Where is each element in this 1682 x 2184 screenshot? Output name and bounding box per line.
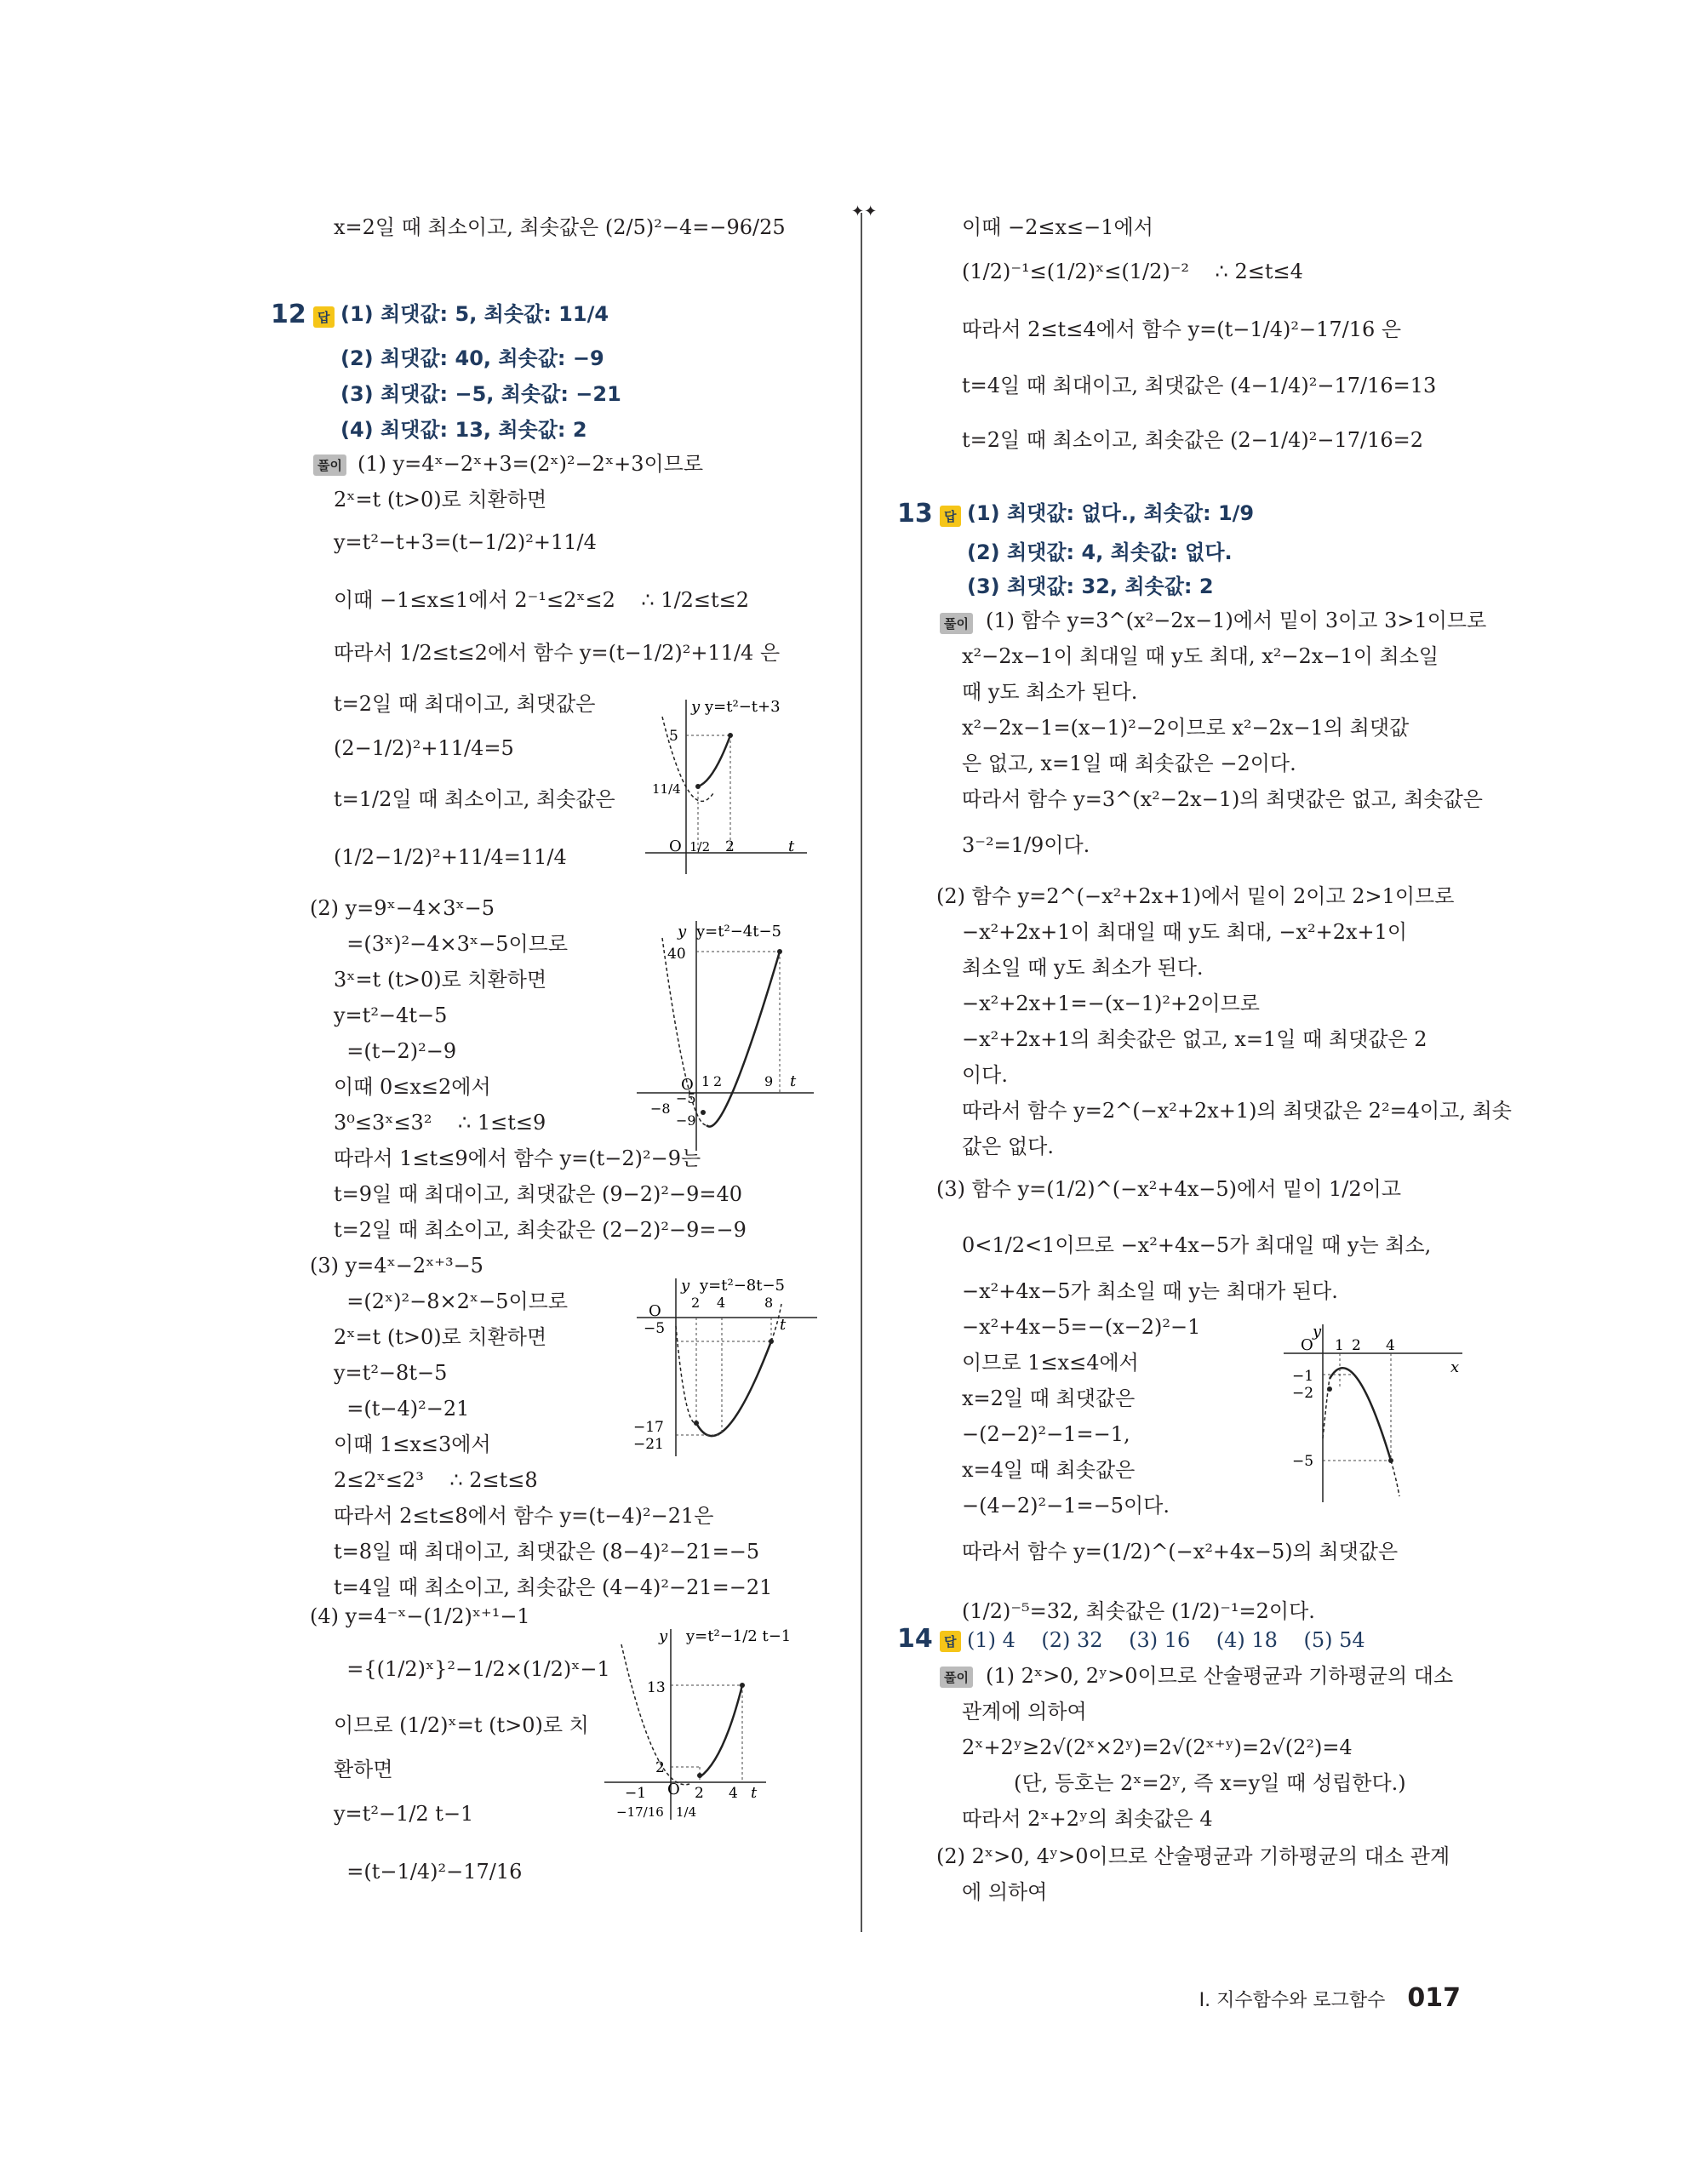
p12-sol1-line: (1/2−1/2)²+11/4=11/4 (334, 845, 567, 869)
p12-sol1-line: (2−1/2)²+11/4=5 (334, 736, 514, 760)
p12-sol4-line: 환하면 (334, 1758, 393, 1781)
p13-sol3-line: −x²+4x−5=−(x−2)²−1 (962, 1315, 1201, 1339)
solution-badge: 풀이 (940, 1667, 973, 1688)
p12-sol2-line: 이때 0≤x≤2에서 (334, 1075, 491, 1099)
g2-xlabel: 1 (701, 1073, 711, 1089)
p12-sol4-line: (4) y=4⁻ˣ−(1/2)ˣ⁺¹−1 (310, 1604, 530, 1628)
p13-sol2-line: −x²+2x+1의 최솟값은 없고, x=1일 때 최댓값은 2 (962, 1027, 1427, 1051)
g2-ylabel: −5 (676, 1090, 696, 1106)
p13-sol1-line: 따라서 함수 y=3^(x²−2x−1)의 최댓값은 없고, 최솟값은 (962, 787, 1483, 811)
g1-origin: O (669, 838, 682, 855)
p13-sol1-line: x²−2x−1=(x−1)²−2이므로 x²−2x−1의 최댓값 (962, 716, 1410, 740)
graph-1 (637, 691, 814, 877)
p12-sol2-line: t=9일 때 최대이고, 최댓값은 (9−2)²−9=40 (334, 1182, 743, 1206)
g5-origin: O (1301, 1336, 1313, 1354)
p13-answer-1: (1) 최댓값: 없다., 최솟값: 1/9 (967, 501, 1255, 525)
g4-ylabel: −1 (625, 1785, 647, 1802)
g4-axis-y: y (659, 1627, 668, 1645)
g5-ylabel: −2 (1292, 1385, 1314, 1402)
answer-badge: 답 (940, 1631, 961, 1652)
g2-ylabel: −8 (650, 1101, 671, 1117)
chapter-title: I. 지수함수와 로그함수 (1199, 1990, 1386, 2011)
g4-ylabel: 2 (655, 1759, 665, 1776)
g2-ylabel: −9 (676, 1112, 696, 1129)
p12-answer-3: (3) 최댓값: −5, 최솟값: −21 (340, 382, 621, 406)
p13-sol3-line: (1/2)⁻⁵=32, 최솟값은 (1/2)⁻¹=2이다. (962, 1599, 1315, 1623)
p12-answer-1: (1) 최댓값: 5, 최솟값: 11/4 (340, 302, 609, 326)
p12-sol4-line: y=t²−1/2 t−1 (334, 1802, 474, 1826)
p12-sol2-line: t=2일 때 최소이고, 최솟값은 (2−2)²−9=−9 (334, 1218, 747, 1242)
g2-title: y=t²−4t−5 (696, 923, 782, 940)
p12-answer-2: (2) 최댓값: 40, 최솟값: −9 (340, 346, 604, 370)
g3-ylabel: −5 (644, 1320, 666, 1337)
p13-sol2-line: −x²+2x+1=−(x−1)²+2이므로 (962, 992, 1260, 1015)
p13-sol3-line: −(2−2)²−1=−1, (962, 1422, 1130, 1446)
g3-xlabel: 8 (764, 1295, 774, 1311)
p14-sol-line: (1) 2ˣ>0, 2ʸ>0이므로 산술평균과 기하평균의 대소 (986, 1664, 1454, 1688)
p13-sol2-line: 값은 없다. (962, 1135, 1054, 1158)
g5-xlabel: 2 (1352, 1337, 1361, 1354)
p12-sol3-line: 2≤2ˣ≤2³ ∴ 2≤t≤8 (334, 1468, 538, 1492)
g4-axis-t: t (751, 1784, 758, 1802)
g1-ylabel: 5 (669, 728, 678, 745)
solution-badge: 풀이 (940, 613, 973, 634)
p13-sol3-line: −(4−2)²−1=−5이다. (962, 1494, 1170, 1518)
g2-xlabel: 2 (713, 1073, 723, 1089)
g1-xlabel: 1/2 (689, 839, 711, 855)
g5-axis-x: x (1450, 1358, 1460, 1376)
g4-ylabel: −17/16 (616, 1804, 664, 1820)
answer-badge: 답 (313, 306, 335, 328)
p12-cont-line: t=4일 때 최대이고, 최댓값은 (4−1/4)²−17/16=13 (962, 374, 1437, 397)
p13-sol1-line: 은 없고, x=1일 때 최솟값은 −2이다. (962, 752, 1296, 775)
p13-sol2-line: 최소일 때 y도 최소가 된다. (962, 956, 1204, 980)
g2-ylabel: 40 (667, 946, 686, 963)
p13-sol2-line: (2) 함수 y=2^(−x²+2x+1)에서 밑이 2이고 2>1이므로 (936, 884, 1455, 908)
p13-sol3-line: 이므로 1≤x≤4에서 (962, 1351, 1139, 1375)
left-top-line: x=2일 때 최소이고, 최솟값은 (2/5)²−4=−96/25 (334, 215, 786, 239)
p12-sol1-line: y=t²−t+3=(t−1/2)²+11/4 (334, 530, 597, 554)
p12-sol3-line: t=8일 때 최대이고, 최댓값은 (8−4)²−21=−5 (334, 1540, 760, 1564)
p14-answers: (1) 4 (2) 32 (3) 16 (4) 18 (5) 54 (967, 1628, 1365, 1652)
g2-xlabel: 9 (764, 1073, 774, 1089)
p12-sol2-line: =(3ˣ)²−4×3ˣ−5이므로 (334, 932, 569, 956)
graph-2 (628, 912, 822, 1159)
g1-ylabel: 11/4 (652, 781, 681, 797)
p12-sol4-line: 이므로 (1/2)ˣ=t (t>0)로 치 (334, 1713, 589, 1737)
p12-cont-line: 이때 −2≤x≤−1에서 (962, 215, 1153, 239)
p13-sol3-line: x=2일 때 최댓값은 (962, 1386, 1136, 1410)
p12-cont-line: t=2일 때 최소이고, 최솟값은 (2−1/4)²−17/16=2 (962, 428, 1424, 452)
page-footer (1199, 1983, 1461, 2013)
g5-ylabel: −5 (1292, 1453, 1314, 1470)
p13-sol2-line: 이다. (962, 1063, 1008, 1087)
p12-sol3-line: 따라서 2≤t≤8에서 함수 y=(t−4)²−21은 (334, 1504, 714, 1528)
g4-xlabel: 4 (729, 1785, 738, 1802)
g4-xlabel: 1/4 (676, 1804, 697, 1820)
p13-sol3-line: 따라서 함수 y=(1/2)^(−x²+4x−5)의 최댓값은 (962, 1540, 1399, 1564)
solution-badge: 풀이 (313, 455, 346, 476)
p13-sol2-line: 따라서 함수 y=2^(−x²+2x+1)의 최댓값은 2²=4이고, 최솟 (962, 1099, 1512, 1123)
p12-sol2-line: (2) y=9ˣ−4×3ˣ−5 (310, 896, 495, 920)
divider-ornament: ✦✦ (851, 203, 878, 220)
p12-sol3-line: 이때 1≤x≤3에서 (334, 1432, 491, 1456)
p13-sol2-line: −x²+2x+1이 최대일 때 y도 최대, −x²+2x+1이 (962, 920, 1408, 944)
p12-sol3-line: (3) y=4ˣ−2ˣ⁺³−5 (310, 1254, 483, 1278)
problem-14-number: 14 (897, 1624, 933, 1654)
g3-axis-y: y (681, 1277, 690, 1295)
p13-sol3-line: (3) 함수 y=(1/2)^(−x²+4x−5)에서 밑이 1/2이고 (936, 1177, 1402, 1201)
p12-cont-line: 따라서 2≤t≤4에서 함수 y=(t−1/4)²−17/16 은 (962, 317, 1402, 341)
p12-sol2-line: 3ˣ=t (t>0)로 치환하면 (334, 968, 547, 992)
g1-axis-y: y (691, 698, 701, 716)
p12-sol3-line: 2ˣ=t (t>0)로 치환하면 (334, 1325, 547, 1349)
column-divider (861, 213, 862, 1932)
problem-12-number: 12 (271, 300, 306, 329)
g1-title: y=t²−t+3 (705, 698, 781, 716)
p12-sol2-line: 따라서 1≤t≤9에서 함수 y=(t−2)²−9는 (334, 1146, 701, 1170)
g2-axis-y: y (678, 923, 687, 940)
g5-ylabel: −1 (1292, 1368, 1314, 1385)
p14-sol-line: (2) 2ˣ>0, 4ʸ>0이므로 산술평균과 기하평균의 대소 관계 (936, 1844, 1450, 1868)
g3-origin: O (649, 1302, 661, 1320)
p12-answer-4: (4) 최댓값: 13, 최솟값: 2 (340, 418, 587, 442)
g3-xlabel: 2 (691, 1295, 701, 1311)
p12-sol3-line: t=4일 때 최소이고, 최솟값은 (4−4)²−21=−21 (334, 1575, 773, 1599)
p13-answer-3: (3) 최댓값: 32, 최솟값: 2 (967, 575, 1214, 598)
p12-sol3-line: y=t²−8t−5 (334, 1361, 448, 1385)
graph-3 (628, 1273, 826, 1461)
p12-sol4-line: =(t−1/4)²−17/16 (334, 1860, 523, 1884)
p13-sol3-line: x=4일 때 최솟값은 (962, 1458, 1136, 1482)
g2-axis-t: t (790, 1072, 797, 1090)
g3-xlabel: 4 (717, 1295, 726, 1311)
p12-sol1-line: (1) y=4ˣ−2ˣ+3=(2ˣ)²−2ˣ+3이므로 (358, 452, 704, 476)
p14-sol-line: (단, 등호는 2ˣ=2ʸ, 즉 x=y일 때 성립한다.) (962, 1771, 1406, 1795)
p12-sol1-line: 2ˣ=t (t>0)로 치환하면 (334, 488, 547, 512)
p13-sol1-line: (1) 함수 y=3^(x²−2x−1)에서 밑이 3이고 3>1이므로 (986, 609, 1487, 632)
p12-sol1-line: t=1/2일 때 최소이고, 최솟값은 (334, 787, 615, 811)
problem-13-number: 13 (897, 499, 933, 529)
graph-4 (596, 1624, 826, 1828)
p12-sol1-line: 따라서 1/2≤t≤2에서 함수 y=(t−1/2)²+11/4 은 (334, 641, 781, 665)
g5-xlabel: 4 (1386, 1337, 1395, 1354)
p12-cont-line: (1/2)⁻¹≤(1/2)ˣ≤(1/2)⁻² ∴ 2≤t≤4 (962, 260, 1303, 283)
g5-xlabel: 1 (1335, 1337, 1344, 1354)
p13-sol1-line: 3⁻²=1/9이다. (962, 833, 1090, 857)
p14-sol-line: 2ˣ+2ʸ≥2√(2ˣ×2ʸ)=2√(2ˣ⁺ʸ)=2√(2²)=4 (962, 1735, 1353, 1759)
g2-origin: O (681, 1076, 694, 1094)
p14-sol-line: 따라서 2ˣ+2ʸ의 최솟값은 4 (962, 1807, 1213, 1831)
p13-sol1-line: 때 y도 최소가 된다. (962, 680, 1138, 704)
p12-sol1-line: t=2일 때 최대이고, 최댓값은 (334, 692, 596, 716)
g3-ylabel: −21 (633, 1436, 664, 1453)
g5-axis-y: y (1313, 1323, 1322, 1341)
g1-xlabel: 2 (725, 838, 735, 855)
p14-sol-line: 관계에 의하여 (962, 1700, 1087, 1724)
page-number: 017 (1407, 1983, 1461, 2013)
graph-5 (1275, 1319, 1471, 1507)
p12-sol2-line: =(t−2)²−9 (334, 1039, 457, 1063)
p12-sol3-line: =(t−4)²−21 (334, 1397, 470, 1421)
p12-sol1-line: 이때 −1≤x≤1에서 2⁻¹≤2ˣ≤2 ∴ 1/2≤t≤2 (334, 588, 750, 612)
p13-sol1-line: x²−2x−1이 최대일 때 y도 최대, x²−2x−1이 최소일 (962, 644, 1439, 668)
g4-xlabel: 2 (695, 1785, 704, 1802)
g1-axis-t: t (788, 838, 795, 855)
g3-title: y=t²−8t−5 (700, 1277, 786, 1295)
p12-sol2-line: y=t²−4t−5 (334, 1003, 448, 1027)
p12-sol2-line: 3⁰≤3ˣ≤3² ∴ 1≤t≤9 (334, 1111, 546, 1135)
g4-title: y=t²−1/2 t−1 (686, 1627, 792, 1645)
p13-sol3-line: 0<1/2<1이므로 −x²+4x−5가 최대일 때 y는 최소, (962, 1233, 1432, 1257)
answer-badge: 답 (940, 506, 961, 527)
p13-answer-2: (2) 최댓값: 4, 최솟값: 없다. (967, 540, 1233, 564)
p14-sol-line: 에 의하여 (962, 1880, 1048, 1904)
g4-origin: O (667, 1781, 680, 1798)
p12-sol3-line: =(2ˣ)²−8×2ˣ−5이므로 (334, 1289, 569, 1313)
p12-sol4-line: ={(1/2)ˣ}²−1/2×(1/2)ˣ−1 (334, 1657, 610, 1681)
g4-ylabel: 13 (647, 1679, 666, 1696)
p13-sol3-line: −x²+4x−5가 최소일 때 y는 최대가 된다. (962, 1279, 1338, 1303)
g3-ylabel: −17 (633, 1419, 664, 1436)
g3-axis-t: t (780, 1316, 787, 1334)
